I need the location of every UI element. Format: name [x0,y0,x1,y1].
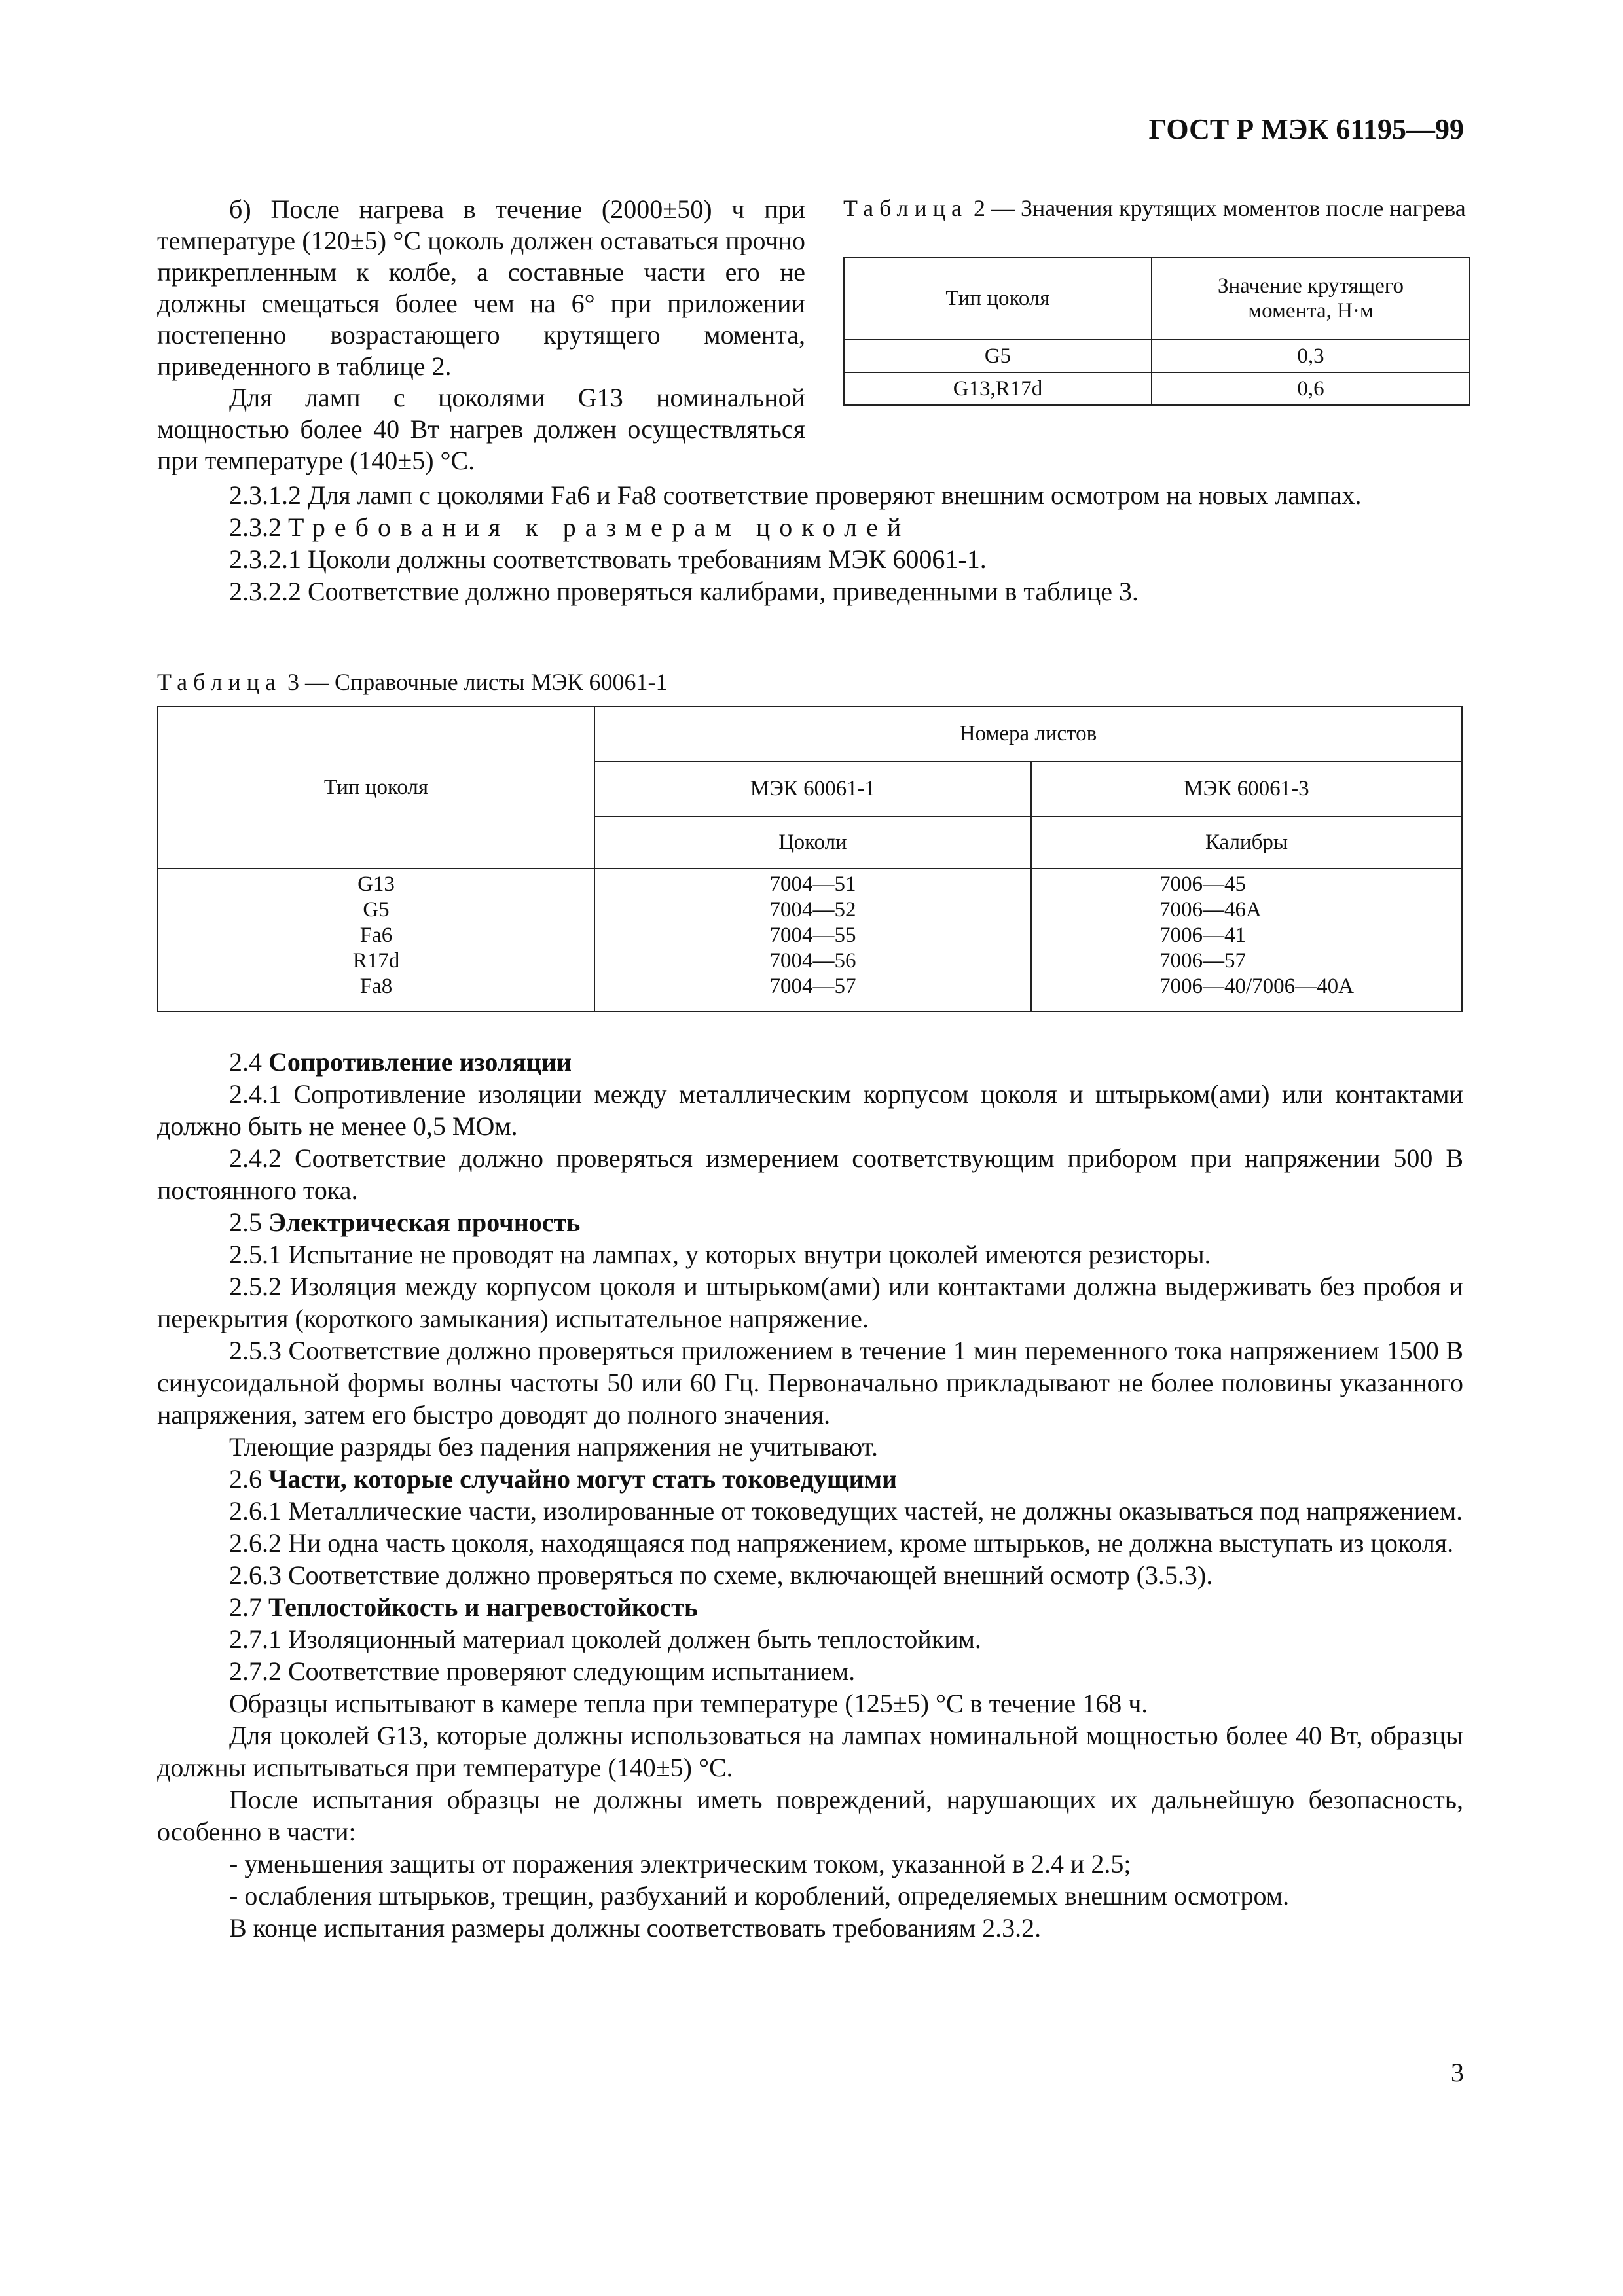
heading-2-5-title: Электрическая прочность [268,1208,581,1237]
table2-cell: 0,3 [1152,340,1470,372]
paragraph-2-5-2: 2.5.2 Изоляция между корпусом цоколя и штырьком(ами) или контактами должна выдерживать без пробоя и перекрытия (короткого замыкания) испытательное напряжение. [157,1272,1463,1333]
heading-2-6 [157,1463,1463,1495]
paragraph-2-3-1-2: 2.3.1.2 Для ламп с цоколями Fa6 и Fa8 соответствие проверяют внешним осмотром на новых лампах. [229,480,1362,510]
paragraph-2-7-1: 2.7.1 Изоляционный материал цоколей должен быть теплостойким. [229,1624,981,1654]
table2-cell: 0,6 [1152,372,1470,405]
paragraph-2-3-2-2: 2.3.2.2 Соответствие должно проверяться калибрами, приведенными в таблице 3. [229,577,1139,606]
table2 [843,257,1470,406]
heading-2-5-number: 2.5 [229,1208,268,1237]
paragraph-2-5-3: 2.5.3 Соответствие должно проверяться приложением в течение 1 мин переменного тока напряжением 1500 В синусоидальной формы волны частоты 50 или 60 Гц. Первоначально прикладывают не более половины указанного напряжения, затем его быстро доводят до полного значения. [157,1336,1463,1429]
list-item-pins: - ослабления штырьков, трещин, разбуханий и короблений, определяемых внешним осмотром. [229,1881,1290,1910]
table3-header-col1: МЭК 60061-1 [594,761,1031,816]
paragraph-2-7-2-b: Для цоколей G13, которые должны использоваться на лампах номинальной мощностью более 40 Вт, образцы должны испытываться при температуре (140±5) °С. [157,1721,1463,1782]
paragraph-2-3-2-1: 2.3.2.1 Цоколи должны соответствовать требованиям МЭК 60061-1. [229,545,987,574]
table3-header-type: Тип цоколя [158,706,594,869]
paragraph-2-6-2: 2.6.2 Ни одна часть цоколя, находящаяся под напряжением, кроме штырьков, не должна выступать из цоколя. [229,1528,1454,1558]
paragraph-b: б) После нагрева в течение (2000±50) ч при температуре (120±5) °С цоколь должен оставаться прочно прикрепленным к колбе, а составные части его не должны смещаться более чем на 6° при приложении постепенно возрастающего крутящего момента, приведенного в таблице 2. [157,194,805,381]
table2-caption-label: Таблица [843,195,968,221]
table3-sheets2-cell: 7006—45 7006—46А 7006—41 7006—57 7006—40/7006—40А [1031,869,1462,1011]
paragraph-2-6-3: 2.6.3 Соответствие должно проверяться по схеме, включающей внешний осмотр (3.5.3). [229,1560,1213,1590]
table3 [157,706,1463,1012]
document-header: ГОСТ Р МЭК 61195—99 [1148,113,1464,145]
table3-caption-label: Таблица [157,669,282,695]
heading-2-7-number: 2.7 [229,1592,268,1622]
heading-2-3-2-number: 2.3.2 [229,512,288,542]
heading-2-5 [157,1206,1463,1238]
table3-sheets1-cell: 7004—51 7004—52 7004—55 7004—56 7004—57 [594,869,1031,1011]
list-item-protection: - уменьшения защиты от поражения электрическим током, указанной в 2.4 и 2.5; [229,1849,1131,1878]
paragraph-2-7-2-a: Образцы испытывают в камере тепла при температуре (125±5) °С в течение 168 ч. [229,1689,1148,1718]
paragraph-2-4-2: 2.4.2 Соответствие должно проверяться измерением соответствующим прибором при напряжении 500 В постоянного тока. [157,1143,1463,1205]
paragraph-2-6-1: 2.6.1 Металлические части, изолированные от токоведущих частей, не должны оказываться под напряжением. [229,1496,1463,1526]
paragraph-g13-heating: Для ламп с цоколями G13 номинальной мощностью более 40 Вт нагрев должен осуществляться при температуре (140±5) °С. [157,383,805,475]
table2-header-value: Значение крутящего момента, Н·м [1152,257,1470,340]
table3-header-group: Номера листов [594,706,1462,761]
sections-2-4-to-2-7 [157,1046,1463,1944]
heading-2-6-title: Части, которые случайно могут стать токоведущими [268,1464,897,1494]
paragraph-2-7-2-c: После испытания образцы не должны иметь повреждений, нарушающих их дальнейшую безопасность, особенно в части: [157,1785,1463,1846]
heading-2-6-number: 2.6 [229,1464,268,1494]
paragraph-2-5-3-note: Тлеющие разряды без падения напряжения не учитывают. [229,1432,879,1462]
heading-2-4-title: Сопротивление изоляции [268,1047,572,1077]
table2-caption [843,194,1472,223]
heading-2-7 [157,1591,1463,1623]
table3-subheader-col1: Цоколи [594,816,1031,869]
section-2-3 [157,479,1463,607]
paragraph-2-5-1: 2.5.1 Испытание не проводят на лампах, у которых внутри цоколей имеются резисторы. [229,1240,1211,1269]
page-number: 3 [1451,2058,1464,2087]
heading-2-3-2-title: Требования к размерам цоколей [288,512,911,542]
table2-cell: G13,R17d [844,372,1152,405]
left-column [157,194,805,476]
heading-2-7-title: Теплостойкость и нагревостойкость [268,1592,698,1622]
table2-header-type: Тип цоколя [844,257,1152,340]
table3-types-cell: G13 G5 Fa6 R17d Fa8 [158,869,594,1011]
paragraph-2-4-1: 2.4.1 Сопротивление изоляции между металлическим корпусом цоколя и штырьком(ами) или контактами должно быть не менее 0,5 МОм. [157,1079,1463,1141]
heading-2-3-2 [157,511,1463,543]
table3-caption-text: 3 — Справочные листы МЭК 60061-1 [281,669,668,695]
heading-2-4-number: 2.4 [229,1047,268,1077]
table3-caption [157,668,668,696]
paragraph-2-7-2-f: В конце испытания размеры должны соответствовать требованиям 2.3.2. [229,1913,1042,1943]
table3-subheader-col2: Калибры [1031,816,1462,869]
heading-2-4 [157,1046,1463,1078]
table2-caption-text: 2 — Значения крутящих моментов после нагрева [967,195,1466,221]
table3-header-col2: МЭК 60061-3 [1031,761,1462,816]
paragraph-2-7-2: 2.7.2 Соответствие проверяют следующим испытанием. [229,1657,856,1686]
table2-cell: G5 [844,340,1152,372]
